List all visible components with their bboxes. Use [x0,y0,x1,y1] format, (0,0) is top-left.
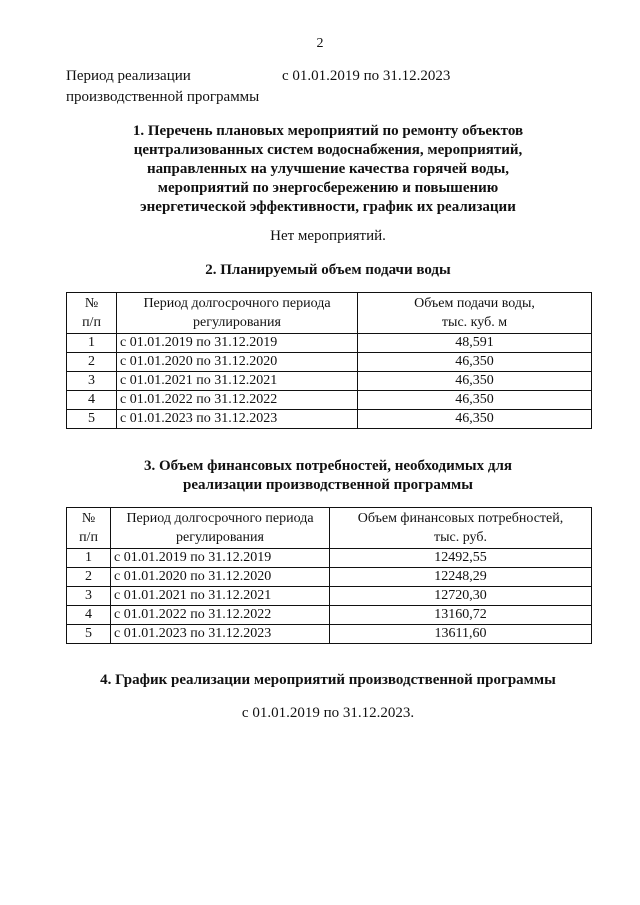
row-number: 3 [67,587,111,606]
table-row [67,625,592,644]
financial-needs-table [66,507,592,644]
section3-title [66,457,590,495]
table-header-row [67,508,592,549]
section1-title-line: мероприятий по энергосбережению и повышению [157,180,499,196]
row-number: 4 [67,391,117,410]
table-header-row [67,293,592,334]
section1-title [66,122,590,217]
section4-title: 4. График реализации мероприятий производственной программы [100,672,556,688]
table-row [67,372,592,391]
section2-title: 2. Планируемый объем подачи воды [205,262,451,278]
section1-title-line: направленных на улучшение качества горячей воды, [146,161,510,177]
row-period: с 01.01.2020 по 31.12.2020 [117,353,358,372]
section1-title-line: централизованных систем водоснабжения, мероприятий, [133,142,523,158]
table-row [67,391,592,410]
header-water-volume: Объем подачи воды, тыс. куб. м [358,293,592,334]
row-value: 12720,30 [330,587,592,606]
row-period: с 01.01.2021 по 31.12.2021 [117,372,358,391]
table-row [67,549,592,568]
row-value: 12492,55 [330,549,592,568]
row-period: с 01.01.2023 по 31.12.2023 [111,625,330,644]
row-value: 46,350 [358,372,592,391]
section1-title-line: 1. Перечень плановых мероприятий по ремонту объектов [132,123,524,139]
row-number: 1 [67,549,111,568]
row-period: с 01.01.2021 по 31.12.2021 [111,587,330,606]
program-period-label-line2: производственной программы [66,89,260,105]
row-value: 46,350 [358,353,592,372]
table-row [67,606,592,625]
row-period: с 01.01.2022 по 31.12.2022 [117,391,358,410]
row-number: 1 [67,334,117,353]
section4-text: с 01.01.2019 по 31.12.2023. [241,705,415,721]
section3-title-line: реализации производственной программы [183,477,473,493]
program-period-label-line1: Период реализации [66,68,191,84]
section1-text: Нет мероприятий. [270,228,386,244]
row-value: 46,350 [358,410,592,429]
program-period-value: с 01.01.2019 по 31.12.2023 [282,68,451,84]
row-value: 48,591 [358,334,592,353]
row-value: 13611,60 [330,625,592,644]
header-period: Период долгосрочного периода регулирования [117,293,358,334]
row-number: 5 [67,410,117,429]
table-row [67,410,592,429]
header-number: № п/п [67,293,117,334]
page-number: 2 [316,36,324,51]
row-period: с 01.01.2022 по 31.12.2022 [111,606,330,625]
row-period: с 01.01.2019 по 31.12.2019 [111,549,330,568]
water-supply-table [66,292,592,429]
row-number: 3 [67,372,117,391]
row-value: 12248,29 [330,568,592,587]
row-number: 2 [67,353,117,372]
header-financial-needs: Объем финансовых потребностей, тыс. руб. [330,508,592,549]
program-period-label [66,66,286,108]
row-number: 2 [67,568,111,587]
row-number: 5 [67,625,111,644]
table-row [67,353,592,372]
table-row [67,334,592,353]
table-row [67,568,592,587]
row-number: 4 [67,606,111,625]
section3-title-line: 3. Объем финансовых потребностей, необходимых для [143,458,513,474]
table-row [67,587,592,606]
row-period: с 01.01.2020 по 31.12.2020 [111,568,330,587]
row-period: с 01.01.2023 по 31.12.2023 [117,410,358,429]
row-value: 46,350 [358,391,592,410]
row-period: с 01.01.2019 по 31.12.2019 [117,334,358,353]
header-period: Период долгосрочного периода регулирования [111,508,330,549]
header-number: № п/п [67,508,111,549]
row-value: 13160,72 [330,606,592,625]
section1-title-line: энергетической эффективности, график их реализации [140,199,516,215]
